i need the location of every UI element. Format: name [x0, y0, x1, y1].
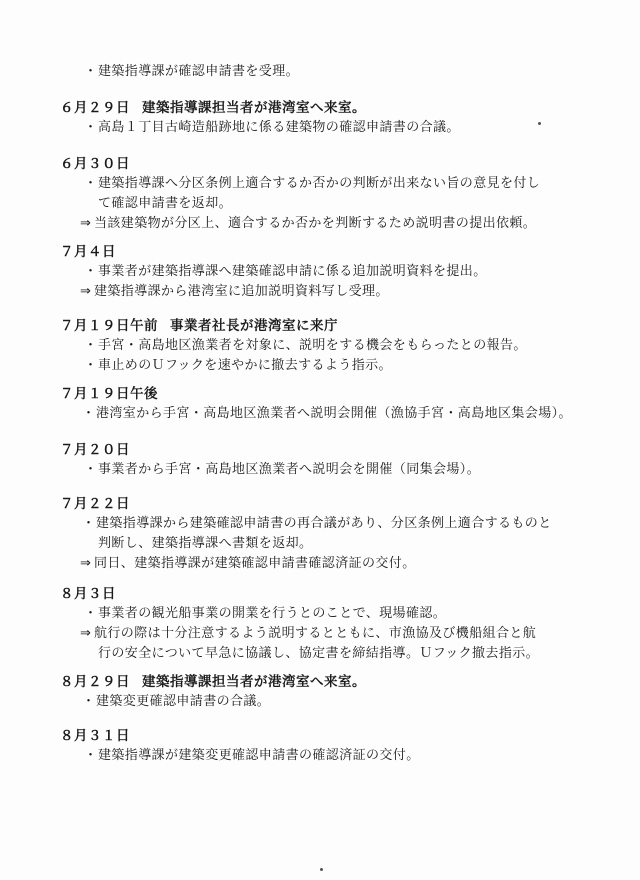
line-text: 当該建築物が分区上、適合するか否かを判断するため説明書の提出依頼。: [94, 216, 537, 231]
bullet-mark: ・: [84, 176, 98, 191]
line-text: 建築指導課から建築確認申請書の再合議があり、分区条例上適合するものと: [96, 516, 552, 531]
section-line-continued: [60, 644, 620, 664]
section-line-continued: [60, 194, 620, 214]
line-text: 事業者から手宮・高島地区漁業者へ説明会を開催（同集会場）。: [98, 462, 481, 477]
section-line: [60, 262, 620, 282]
section-intro: [60, 62, 620, 82]
section-heading: [60, 154, 620, 174]
section-date: ７月４日: [60, 244, 116, 260]
line-text: 車止めのＵフックを速やかに撤去するよう指示。: [98, 358, 392, 373]
section-0719-am: [60, 316, 620, 376]
section-line-continued: [60, 534, 620, 554]
section-0720: [60, 440, 620, 480]
section-line: [60, 554, 620, 574]
line-text: 港湾室から手宮・高島地区漁業者へ説明会開催（漁協手宮・高島地区集会場）。: [96, 406, 572, 421]
section-line: [60, 336, 620, 356]
line-text: 手宮・高島地区漁業者を対象に、説明をする機会をもらったとの報告。: [98, 338, 527, 353]
bullet-mark: ・: [84, 120, 98, 135]
scan-speck: [320, 868, 323, 871]
section-date: ７月１９日午後: [60, 386, 158, 402]
section-0629: [60, 98, 620, 138]
line-text: 建築指導課が確認申請書を受理。: [98, 64, 300, 79]
bullet-mark: ・: [84, 606, 98, 621]
section-heading: [60, 584, 620, 604]
section-line: [60, 62, 620, 82]
line-text: 航行の際は十分注意するよう説明するとともに、市漁協及び機船組合と航: [94, 626, 537, 641]
section-title: 事業者社長が港湾室に来庁: [170, 318, 338, 334]
line-text: て確認申請書を返却。: [98, 196, 233, 211]
section-0722: [60, 494, 620, 574]
section-heading: [60, 98, 620, 118]
section-date: ７月１９日午前: [60, 318, 158, 334]
section-line: [60, 460, 620, 480]
section-heading: [60, 316, 620, 336]
bullet-mark: ・: [84, 264, 98, 279]
section-heading: [60, 384, 620, 404]
section-line: [60, 692, 620, 712]
section-date: ７月２２日: [60, 496, 130, 512]
section-0630: [60, 154, 620, 234]
bullet-mark: ・: [84, 358, 98, 373]
section-0831: [60, 726, 620, 766]
bullet-mark: ・: [84, 64, 98, 79]
section-date: ６月２９日: [60, 100, 130, 116]
section-title: 建築指導課担当者が港湾室へ来室。: [142, 674, 366, 690]
section-heading: [60, 440, 620, 460]
line-text: 同日、建築指導課が建築確認申請書確認済証の交付。: [94, 556, 416, 571]
section-0803: [60, 584, 620, 664]
section-date: ８月３１日: [60, 728, 130, 744]
bullet-mark: ・: [82, 406, 96, 421]
section-line: [60, 282, 620, 302]
section-date: ７月２０日: [60, 442, 130, 458]
line-text: 行の安全について早急に協議し、協定書を締結指導。Ｕフック撤去指示。: [98, 646, 540, 661]
bullet-mark: ・: [82, 516, 96, 531]
line-text: 建築指導課へ分区条例上適合するか否かの判断が出来ない旨の意見を付し: [98, 176, 541, 191]
line-text: 高島１丁目古崎造船跡地に係る建築物の確認申請書の合議。: [98, 120, 460, 135]
line-text: 建築指導課が建築変更確認申請書の確認済証の交付。: [98, 748, 420, 763]
line-text: 事業者が建築指導課へ建築確認申請に係る追加説明資料を提出。: [98, 264, 487, 279]
section-line: [60, 746, 620, 766]
section-0704: [60, 242, 620, 302]
line-text: 建築変更確認申請書の合議。: [96, 694, 271, 709]
section-line: [60, 604, 620, 624]
section-line: [60, 118, 620, 138]
section-0829: [60, 672, 620, 712]
scan-speck: [538, 122, 541, 125]
section-line: [60, 624, 620, 644]
bullet-mark: ・: [84, 462, 98, 477]
section-line: [60, 404, 620, 424]
bullet-mark: ・: [84, 748, 98, 763]
section-date: ８月２９日: [60, 674, 130, 690]
arrow-mark: ⇒: [80, 216, 92, 231]
section-heading: [60, 672, 620, 692]
section-heading: [60, 494, 620, 514]
line-text: 事業者の観光船事業の開業を行うとのことで、現場確認。: [98, 606, 447, 621]
line-text: 判断し、建築指導課へ書類を返却。: [98, 536, 313, 551]
section-title: 建築指導課担当者が港湾室へ来室。: [142, 100, 366, 116]
arrow-mark: ⇒: [80, 556, 92, 571]
bullet-mark: ・: [84, 338, 98, 353]
line-text: 建築指導課から港湾室に追加説明資料写し受理。: [94, 284, 389, 299]
section-date: ６月３０日: [60, 156, 130, 172]
bullet-mark: ・: [82, 694, 96, 709]
section-line: [60, 174, 620, 194]
section-heading: [60, 242, 620, 262]
section-line: [60, 514, 620, 534]
section-0719-pm: [60, 384, 620, 424]
section-line: [60, 214, 620, 234]
section-line: [60, 356, 620, 376]
arrow-mark: ⇒: [80, 284, 92, 299]
arrow-mark: ⇒: [80, 626, 92, 641]
section-date: ８月３日: [60, 586, 116, 602]
section-heading: [60, 726, 620, 746]
